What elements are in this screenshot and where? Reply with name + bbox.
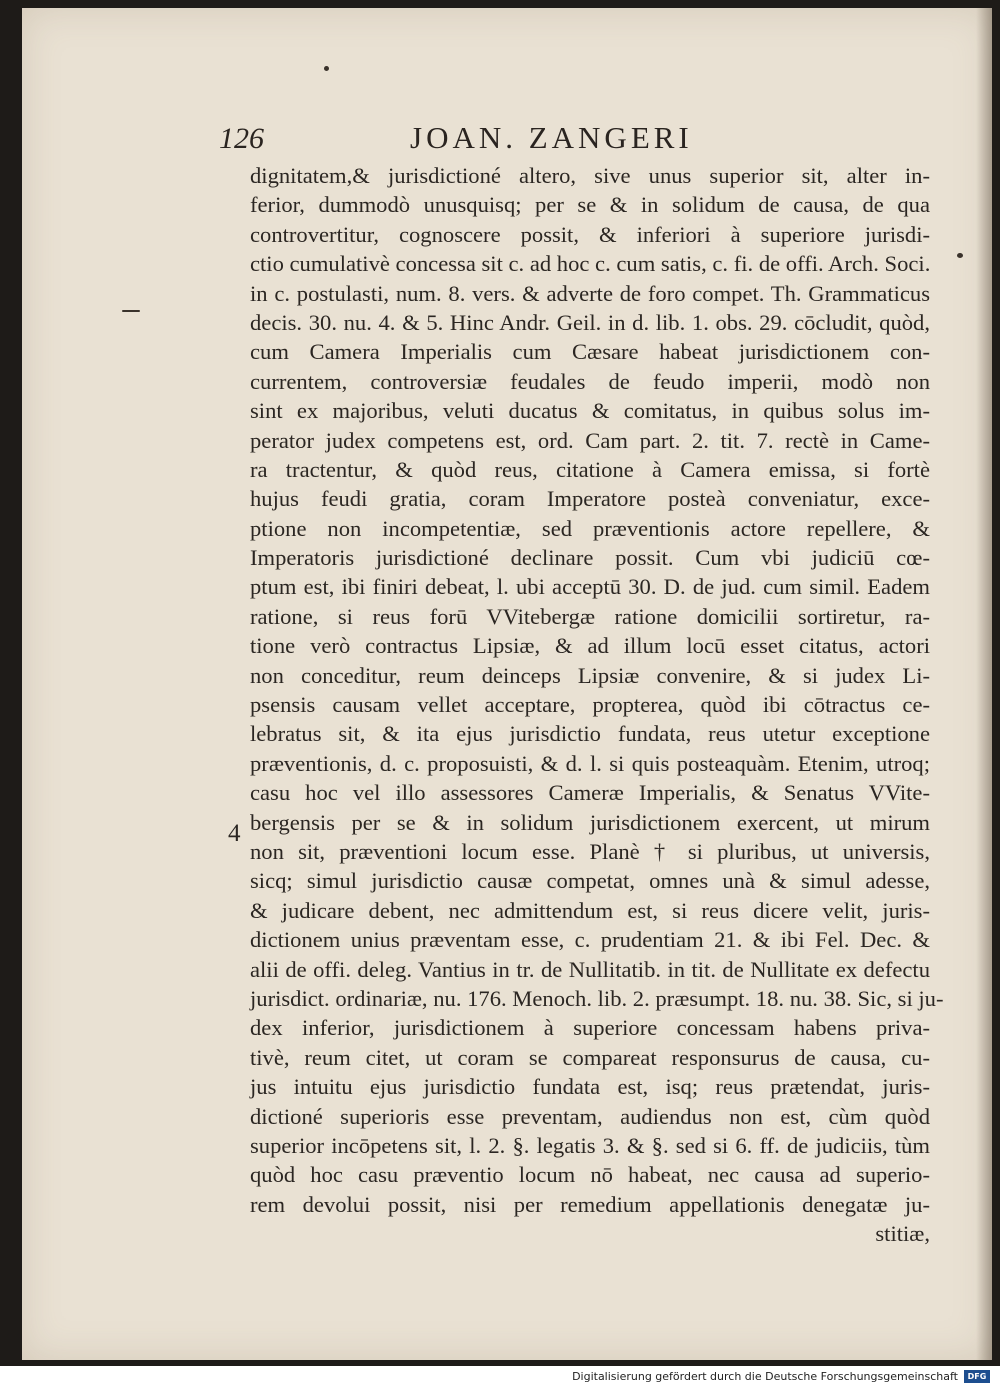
text-line: ra tractentur, & quòd reus, citatione à Camera emissa, si fortè [250,456,930,482]
text-line: ptum est, ibi finiri debeat, l. ubi acceptū 30. D. de jud. cum simil. Eadem [250,574,930,600]
text-line: alii de offi. deleg. Vantius in tr. de Nullitatib. in tit. de Nullitate ex defectu [250,956,930,982]
running-header [205,118,940,158]
text-line: ctio cumulativè concessa sit c. ad hoc c. cum satis, c. fi. de offi. Arch. Soci. [250,251,931,277]
text-line: casu hoc vel illo assessores Cameræ Imperialis, & Senatus VVite- [250,780,930,806]
text-line: ferior, dummodò unusquisq; per se & in solidum de causa, de qua [250,192,930,218]
text-line: currentem, controversiæ feudales de feudo imperii, modò non [250,368,930,394]
text-line: stitiæ, [875,1221,930,1247]
body-text [250,161,944,1248]
ink-speck [324,66,329,71]
dfg-logo: DFG [964,1370,990,1383]
text-line: tione verò contractus Lipsiæ, & ad illum locū esset citatus, actori [250,633,930,659]
text-line: bergensis per se & in solidum jurisdictionem exercent, ut mirum [250,809,930,835]
margin-note-number: 4 [228,820,241,847]
text-line: sicq; simul jurisdictio causæ competat, omnes unà & simul adesse, [250,868,930,894]
text-line: hujus feudi gratia, coram Imperatore posteà conveniatur, exce- [250,486,930,512]
text-line: superior incōpetens sit, l. 2. §. legatis 3. & §. sed si 6. ff. de judiciis, tùm [250,1132,930,1158]
text-line: decis. 30. nu. 4. & 5. Hinc Andr. Geil. in d. lib. 1. obs. 29. cōcludit, quòd, [250,309,930,335]
text-line: in c. postulasti, num. 8. vers. & adverte de foro compet. Th. Grammaticus [250,280,930,306]
text-line: non sit, præventioni locum esse. Planè † si pluribus, ut universis, [250,838,930,864]
text-line: dictionem unius præventam esse, c. prudentiam 21. & ibi Fel. Dec. & [250,927,930,953]
footer-bar [0,1366,1000,1389]
text-line: dex inferior, jurisdictionem à superiore concessam habens priva- [250,1015,930,1041]
text-line: dictioné superioris esse preventam, audiendus non est, cùm quòd [250,1103,930,1129]
text-line: sint ex majoribus, veluti ducatus & comitatus, in quibus solus im- [250,398,930,424]
page-gutter-shadow [976,8,992,1360]
text-line: Imperatoris jurisdictioné declinare possit. Cum vbi judiciū cœ- [250,545,930,571]
running-title: JOAN. ZANGERI [410,120,693,155]
text-line: præventionis, d. c. proposuisti, & d. l. si quis posteaquàm. Etenim, utroq; [250,750,930,776]
page-number: 126 [219,122,264,155]
text-line: controvertitur, cognoscere possit, & inferiori à superiore jurisdi- [250,221,930,247]
text-line: ratione, si reus forū VVitebergæ ratione domicilii sortiretur, ra- [250,603,930,629]
text-line: lebratus sit, & ita ejus jurisdictio fundata, reus utetur exceptione [250,721,930,747]
text-line: quòd hoc casu præventio locum nō habeat, nec causa ad superio- [250,1162,930,1188]
footer-credit: Digitalisierung gefördert durch die Deutsche Forschungsgemeinschaft [572,1370,958,1383]
ink-speck [957,253,963,258]
text-line: & judicare debent, nec admittendum est, si reus dicere velit, juris- [250,897,930,923]
text-line: cum Camera Imperialis cum Cæsare habeat jurisdictionem con- [250,339,930,365]
text-line: perator judex competens est, ord. Cam part. 2. tit. 7. rectè in Came- [250,427,930,453]
text-line: jus intuitu ejus jurisdictio fundata est, isq; reus prætendat, juris- [250,1074,930,1100]
text-line: tivè, reum citet, ut coram se compareat responsurus de causa, cu- [250,1044,930,1070]
text-line: psensis causam vellet acceptare, propterea, quòd ibi cōtractus ce- [250,692,930,718]
text-line: jurisdict. ordinariæ, nu. 176. Menoch. lib. 2. præsumpt. 18. nu. 38. Sic, si ju- [250,985,944,1011]
text-line: dignitatem,& jurisdictioné altero, sive unus superior sit, alter in- [250,163,930,188]
text-line: non conceditur, reum deinceps Lipsiæ convenire, & si judex Li- [250,662,930,688]
text-line: rem devolui possit, nisi per remedium appellationis denegatæ ju- [250,1191,930,1217]
text-line: ptione non incompetentiæ, sed præventionis actore repellere, & [250,515,930,541]
ink-speck [122,310,140,312]
